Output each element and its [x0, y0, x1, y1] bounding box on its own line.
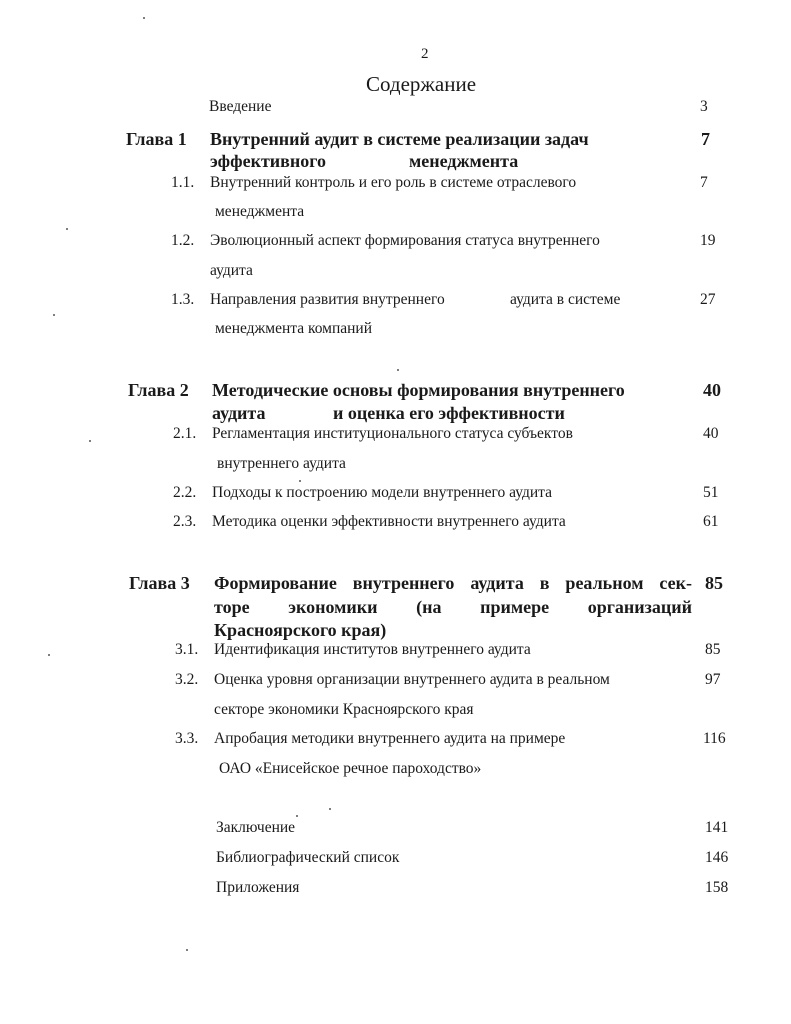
section-2-1-title-line: внутреннего аудита: [217, 455, 346, 472]
section-3-1-title-line: Идентификация институтов внутреннего аудита: [214, 641, 531, 658]
chapter-1-title-line: менеджмента: [409, 151, 519, 171]
scan-speck: [186, 949, 188, 951]
section-2-2-number: 2.2.: [173, 484, 197, 501]
section-1-2-number: 1.2.: [171, 232, 195, 249]
toc-end-item-page: 158: [705, 879, 729, 896]
chapter-2-title-line: Методические основы формирования внутреннего: [212, 380, 625, 400]
page-title: Содержание: [366, 72, 477, 96]
chapter-1-label: Глава 1: [126, 129, 187, 149]
section-1-2-page: 19: [700, 232, 716, 249]
toc-end-item-label: Приложения: [216, 879, 300, 896]
section-3-3-page: 116: [703, 730, 726, 747]
section-3-2-number: 3.2.: [175, 671, 199, 688]
scan-speck: [66, 228, 68, 230]
section-1-2-title-line: аудита: [210, 262, 253, 279]
scan-speck: [89, 440, 91, 442]
section-2-3-number: 2.3.: [173, 513, 197, 530]
section-1-3-title-line: менеджмента компаний: [215, 320, 373, 337]
chapter-2-page: 40: [703, 380, 721, 400]
chapter-2-label: Глава 2: [128, 380, 189, 400]
section-1-1-title-line: Внутренний контроль и его роль в системе отраслевого: [210, 174, 577, 191]
section-2-1-title-line: Регламентация институционального статуса субъектов: [212, 425, 573, 442]
section-2-1-number: 2.1.: [173, 425, 197, 442]
scan-speck: [329, 808, 331, 810]
section-3-1-number: 3.1.: [175, 641, 199, 658]
section-3-3-title-line: ОАО «Енисейское речное пароходство»: [219, 760, 482, 777]
chapter-1-title-line: эффективного: [210, 151, 326, 171]
scan-speck: [143, 17, 145, 19]
chapter-2-title-line: и оценка его эффективности: [333, 403, 565, 423]
section-3-2-title-line: секторе экономики Красноярского края: [214, 701, 474, 718]
chapter-3-page: 85: [705, 573, 723, 593]
scan-speck: [299, 480, 301, 482]
section-1-3-number: 1.3.: [171, 291, 195, 308]
chapter-3-title-line: Красноярского края): [214, 620, 387, 640]
chapter-2-title-line: аудита: [212, 403, 266, 423]
chapter-1-page: 7: [701, 129, 710, 149]
section-3-3-number: 3.3.: [175, 730, 199, 747]
toc-end-item-label: Заключение: [216, 819, 296, 836]
section-2-1-page: 40: [703, 425, 719, 442]
scan-speck: [397, 369, 399, 371]
toc-intro-page: 3: [700, 98, 708, 115]
chapter-3-title-line: торе экономики (на примере организаций: [214, 597, 692, 617]
section-3-1-page: 85: [705, 641, 721, 658]
section-2-3-title-line: Методика оценки эффективности внутреннего аудита: [212, 513, 566, 530]
section-1-2-title-line: Эволюционный аспект формирования статуса внутреннего: [210, 232, 600, 249]
section-3-2-page: 97: [705, 671, 721, 688]
section-1-1-number: 1.1.: [171, 174, 195, 191]
scan-speck: [48, 654, 50, 656]
scan-speck: [296, 815, 298, 817]
section-2-3-page: 61: [703, 513, 719, 530]
chapter-1-title-line: Внутренний аудит в системе реализации задач: [210, 129, 589, 149]
section-3-3-title-line: Апробация методики внутреннего аудита на примере: [214, 730, 566, 747]
section-1-3-page: 27: [700, 291, 716, 308]
section-2-2-title-line: Подходы к построению модели внутреннего аудита: [212, 484, 553, 501]
toc-intro-label: Введение: [209, 98, 272, 115]
section-1-1-page: 7: [700, 174, 708, 191]
scan-speck: [53, 314, 55, 316]
chapter-3-label: Глава 3: [129, 573, 190, 593]
page-number: 2: [421, 46, 429, 62]
section-1-1-title-line: менеджмента: [215, 203, 305, 220]
toc-end-item-page: 146: [705, 849, 729, 866]
section-2-2-page: 51: [703, 484, 719, 501]
section-3-2-title-line: Оценка уровня организации внутреннего аудита в реальном: [214, 671, 610, 688]
section-1-3-title-line: аудита в системе: [510, 291, 621, 308]
toc-end-item-page: 141: [705, 819, 729, 836]
toc-end-item-label: Библиографический список: [216, 849, 400, 866]
section-1-3-title-line: Направления развития внутреннего: [210, 291, 445, 308]
chapter-3-title-line: Формирование внутреннего аудита в реальном сек-: [214, 573, 692, 593]
